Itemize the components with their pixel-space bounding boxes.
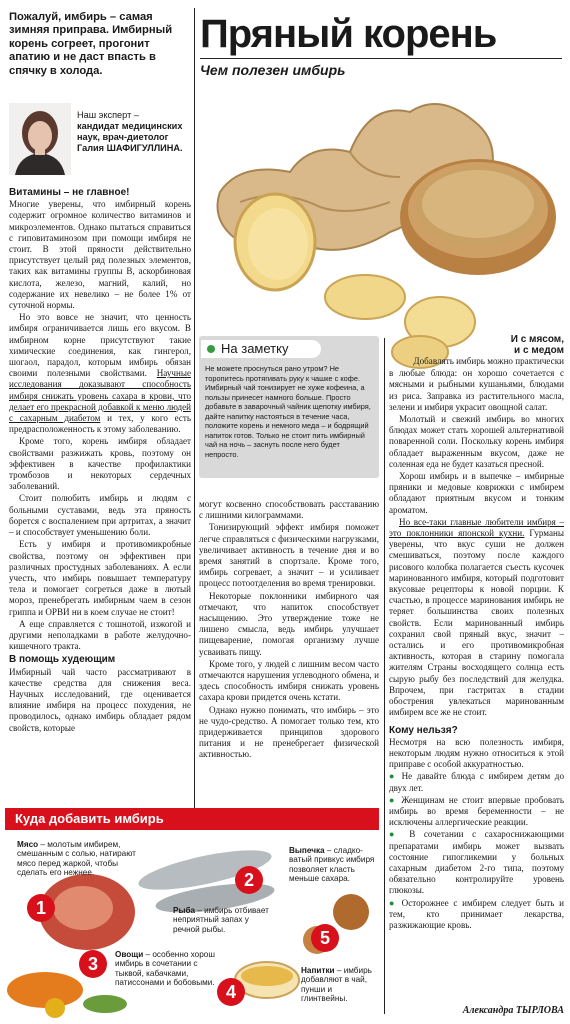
paragraph: Тонизирующий эффект имбиря поможет легче справляться с физическими нагрузками, увеличивает активность в течение дня и во время занятий в спортзале. Кроме того, имбирь согревает, а значит – и усиливает процесс потоотделения во время тренировки. [199,522,379,589]
add-ginger-panel [5,808,379,1018]
label-drinks: Напитки – имбирь добавляют в чай, пунши и глинтвейны. [301,966,372,1004]
note-title: На заметку [221,341,289,356]
paragraph: в любые блюда: он хорошо сочетается с мясными и рыбными кушаньями, блюдами из риса. Заправка из растительного масла, зелени и имбиря украсит овощной салат. [389,368,564,412]
number-badge-2: 2 [235,866,263,894]
heading-weight-loss: В помощь худеющим [9,654,116,666]
label-fish: Рыба – имбирь отбивает неприятный запах у речной рыбы. [173,906,269,934]
label-baking: Выпечка – сладко-ватый привкус имбиря позволяет класть меньше сахара. [289,846,375,884]
author: Александра ТЫРЛОВА [462,1005,564,1016]
note-bullet-icon [207,345,215,353]
paragraph: Однако нужно понимать, что имбирь – это не чудо-средство. А помогает только тем, кто придерживается принципов здорового питания и не пренебрегает физической активностью. [199,704,379,760]
expert-photo [9,103,71,175]
expert-caption: Наш эксперт – кандидат медицинских наук, врач-диетолог Галия ШАФИГУЛЛИНА. [77,110,183,153]
list-item: ● Женщинам не стоит впервые пробовать имбирь во время беременности – не исключены аллергические реакции. [389,794,564,828]
heading-who-not: Кому нельзя? [389,724,458,736]
list-item: ● В сочетании с сахароснижающими препаратами имбирь может вызвать состояние гипогликемии у больных сахарным диабетом 2-го типа, поэтому обязательно контролируйте уровень глюкозы. [389,829,564,896]
number-badge-4: 4 [217,978,245,1006]
paragraph: Многие уверены, что имбирный корень содержит огромное количество витаминов и микроэлементов. Однако пытаться справиться с гиповитаминозом при помощи имбиря не стоит. В этой пряности действительно присутствует целый ряд полезных элементов, таких как витамины группы B, аскорбиновая кислота, железо, магний, калий, но содержание их невелико – не более 1% от суточной нормы. [9,199,191,311]
column-3 [389,334,564,932]
list-item: ● Осторожнее с имбирем следует быть и тем, кто принимает лекарства, разжижающие кровь. [389,897,564,930]
heading-meat-honey: И с мясом, и с медом [510,334,564,356]
paragraph: Молотый и свежий имбирь во многих блюдах может стать хорошей альтернативой поваренной соли. Поскольку корень имбиря обладает выраженным вкусом, даже не соленная еда не будет казаться пресной. [389,414,564,469]
bullet-icon: ● [389,829,401,840]
note-header [201,340,321,358]
number-badge-1: 1 [27,894,55,922]
paragraph: Но это вовсе не значит, что ценность имбиря ограничивается лишь его вкусом. В имбирном корне присутствуют такие химические соединения, как гингерол, шогаол, парадол, которым имбирь обязан своими полезными свойствами. Научные исследования доказывают способность имбиря снижать уровень сахара в крови, что делает его прекрасной добавкой к меню людей с сахарным диабетом и тех, у кого есть предрасположенность к этому заболеванию. [9,312,191,435]
paragraph: Есть у имбиря и противомикробные свойства, поэтому он эффективен при различных простудных заболеваниях. А если учесть, что имбирь повышает температуру тела и помогает согреться даже в лютый мороз, пренебрегать имбирным чаем в сезон гриппа и ОРВИ ни в коем случае не стоит! [9,539,191,617]
paragraph: могут косвенно способствовать расставанию с лишними килограммами. [199,499,379,521]
paragraph: Несмотря на всю полезность имбиря, некоторым людям нужно относиться к этой приправе с особой аккуратностью. [389,736,564,770]
paragraph: Кроме того, корень имбиря обладает свойствами разжижать кровь, поэтому он эффективен в качестве профилактики тромбозов и некоторых сердечных заболеваний. [9,436,191,492]
bullet-icon: ● [389,771,397,782]
title-underline [200,58,562,59]
column-2 [199,499,379,762]
column-divider [194,8,195,828]
paragraph: Но все-таки главные любители имбиря – это поклонники японской кухни. Гурманы уверены, что вкус суши не должен смешиваться, поэтому после каждого рисового колобка полагается съесть кусочек маринованного имбиря, который подготовит вкусовые рецепторы к новой порции. К счастью, в процессе маринования имбирь не теряет большинства своих полезных свойств. Если маринованный имбирь сохранил свой пряный вкус, значит – остались и его противомикробная активность, которая в старину помогала жителям Страны восходящего солнца есть сырую рыбу без последствий для желудка. Впрочем, при гастритах в стадии обострения увлекаться маринованным имбирем все же не стоит. [389,516,564,718]
bullet-icon: ● [389,794,397,805]
paragraph: Добавлять имбирь можно практически [413,356,564,366]
intro-text: Пожалуй, имбирь – самая зимняя приправа. Имбирный корень согреет, прогонит апатию и не даст впасть в спячку в холода. [9,11,173,77]
bullet-icon: ● [389,897,397,908]
note-box [199,336,379,478]
page-subtitle: Чем полезен имбирь [200,62,346,78]
add-title-bar: Куда добавить имбирь [5,808,379,830]
paragraph: Стоит полюбить имбирь и людям с больными суставами, ведь эта пряность борется с воспалением при артритах, а значит – и способствует уменьшению боли. [9,493,191,538]
note-text: Не можете проснуться рано утром? Не торопитесь протягивать руку к чашке с кофе. Имбирный чай тонизирует не хуже кофеина, а пользы принесет намного больше. Просто добавьте в заварочный чайник щепотку имбиря, дайте напитку настояться в течение часа, положите корень и немного меда – и бодрящий напиток готов. Только не стоит пить имбирный чай на ночь – заснуть после него будет непросто. [205,364,371,459]
number-badge-5: 5 [311,924,339,952]
page-title: Пряный корень [200,12,497,56]
column-divider [384,338,385,1014]
paragraph: Имбирный чай часто рассматривают в качестве средства для снижения веса. Научных исследований, где оценивается влияние имбиря на процесс похудения, не проводилось, однако имбирь обладает рядом свойств, которые [9,666,191,733]
number-badge-3: 3 [79,950,107,978]
paragraph: Хорош имбирь и в выпечке – имбирные пряники и медовые коврижки с имбирем обладают приятным вкусом и тонким ароматом. [389,471,564,515]
paragraph: Кроме того, у людей с лишним весом часто отмечаются нарушения углеводного обмена, и здесь способность имбиря снижать уровень сахара крови придется очень кстати. [199,658,379,703]
ginger-photo [200,82,565,372]
label-vegetables: Овощи – особенно хорош имбирь в сочетании с тыквой, кабачками, патиссонами и бобовыми. [115,950,215,988]
heading-vitamins: Витамины – не главное! [9,187,130,198]
paragraph: А еще справляется с тошнотой, изжогой и другими неполадками в работе желудочно-кишечного тракта. [9,618,191,652]
column-1 [9,185,191,735]
paragraph: Некоторые поклонники имбирного чая отмечают, что напиток способствует насыщению. Это утверждение тоже не лишено смысла, ведь имбирь улучшает пищеварение, помогая организму лучше усваивать пищу. [199,590,379,657]
list-item: ● Не давайте блюда с имбирем детям до двух лет. [389,771,564,793]
label-meat: Мясо – молотым имбирем, смешанным с солью, натирают мясо перед жаркой, чтобы сделать его нежнее. [17,840,136,878]
